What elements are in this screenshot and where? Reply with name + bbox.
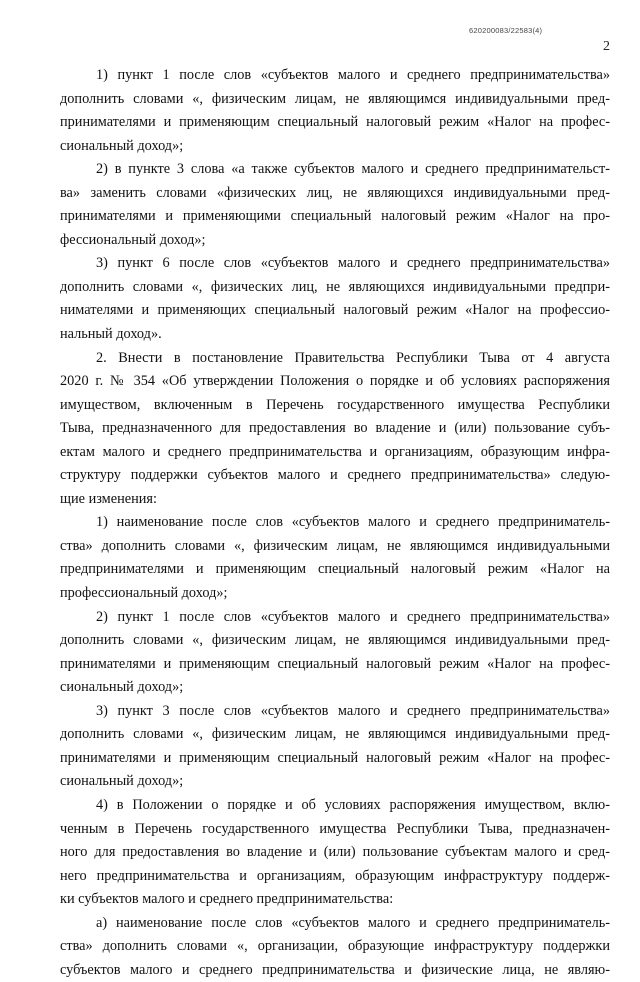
text-line: предпринимателями и применяющим специальный налоговый режим «Налог на bbox=[60, 561, 610, 578]
text-line: нальный доход». bbox=[60, 326, 162, 343]
text-line: дополнить словами «, физическим лицам, не являющимся индивидуальными пред- bbox=[60, 726, 610, 743]
text-line: ки субъектов малого и среднего предпринимательства: bbox=[60, 891, 394, 908]
text-line: принимателями и применяющим специальный налоговый режим «Налог на профес- bbox=[60, 749, 610, 766]
text-line: принимателями и применяющим специальный налоговый режим «Налог на профес- bbox=[60, 114, 610, 131]
text-line: имуществом, включенным в Перечень государственного имущества Республики bbox=[60, 396, 610, 413]
text-line: 2) пункт 1 после слов «субъектов малого и среднего предпринимательства» bbox=[96, 608, 610, 625]
text-line: щие изменения: bbox=[60, 490, 157, 507]
text-line: ства» дополнить словами «, физическим лицам, не являющимся индивидуальными bbox=[60, 537, 610, 554]
text-line: ного для предоставления во владение и (или) пользование субъектам малого и сред- bbox=[60, 844, 610, 861]
text-line: нимателями и применяющих специальный налоговый режим «Налог на профессио- bbox=[60, 302, 610, 319]
text-line: ектам малого и среднего предпринимательства и организациям, образующим инфра- bbox=[60, 443, 610, 460]
text-line: структуру поддержки субъектов малого и среднего предпринимательства» следую- bbox=[60, 467, 610, 484]
document-id: 620200083/22583(4) bbox=[469, 26, 543, 35]
text-line: сиональный доход»; bbox=[60, 137, 184, 154]
text-line: 1) пункт 1 после слов «субъектов малого и среднего предпринимательства» bbox=[96, 67, 610, 83]
text-line: дополнить словами «, физических лиц, не являющихся индивидуальными предпри- bbox=[60, 278, 610, 295]
text-line: 3) пункт 6 после слов «субъектов малого и среднего предпринимательства» bbox=[96, 255, 610, 272]
text-line: сиональный доход»; bbox=[60, 773, 184, 790]
text-line: ства» дополнить словами «, организации, образующие инфраструктуру поддержки bbox=[60, 938, 610, 955]
text-line: 2. Внести в постановление Правительства Республики Тыва от 4 августа bbox=[96, 349, 610, 366]
document-body bbox=[60, 64, 610, 982]
text-line: сиональный доход»; bbox=[60, 679, 184, 696]
text-line: него предпринимательства и организациям, образующим инфраструктуру поддерж- bbox=[60, 867, 610, 884]
text-line: профессиональный доход»; bbox=[60, 585, 228, 602]
text-line: 4) в Положении о порядке и об условиях распоряжения имуществом, вклю- bbox=[96, 796, 610, 813]
text-line: 2) в пункте 3 слова «а также субъектов малого и среднего предпринимательст- bbox=[96, 161, 610, 178]
text-line: 2020 г. № 354 «Об утверждении Положения о порядке и об условиях распоряжения bbox=[60, 373, 610, 390]
text-line: дополнить словами «, физическим лицам, не являющимся индивидуальными пред- bbox=[60, 90, 610, 107]
text-line: Тыва, предназначенного для предоставления во владение и (или) пользование субъ- bbox=[60, 420, 610, 437]
text-line: ва» заменить словами «физических лиц, не являющихся индивидуальными пред- bbox=[60, 184, 610, 201]
text-line: субъектов малого и среднего предпринимательства и физические лица, не являю- bbox=[60, 961, 610, 978]
text-line: а) наименование после слов «субъектов малого и среднего предприниматель- bbox=[96, 914, 610, 931]
text-line: принимателями и применяющим специальный налоговый режим «Налог на профес- bbox=[60, 655, 610, 672]
text-line: ченным в Перечень государственного имущества Республики Тыва, предназначен- bbox=[60, 820, 610, 837]
text-line: дополнить словами «, физическим лицам, не являющимся индивидуальными пред- bbox=[60, 632, 610, 649]
text-line: принимателями и применяющими специальный налоговый режим «Налог на про- bbox=[60, 208, 610, 225]
text-line: 1) наименование после слов «субъектов малого и среднего предприниматель- bbox=[96, 514, 610, 531]
text-line: фессиональный доход»; bbox=[60, 231, 206, 248]
page-number: 2 bbox=[603, 39, 610, 54]
text-line: 3) пункт 3 после слов «субъектов малого и среднего предпринимательства» bbox=[96, 702, 610, 719]
